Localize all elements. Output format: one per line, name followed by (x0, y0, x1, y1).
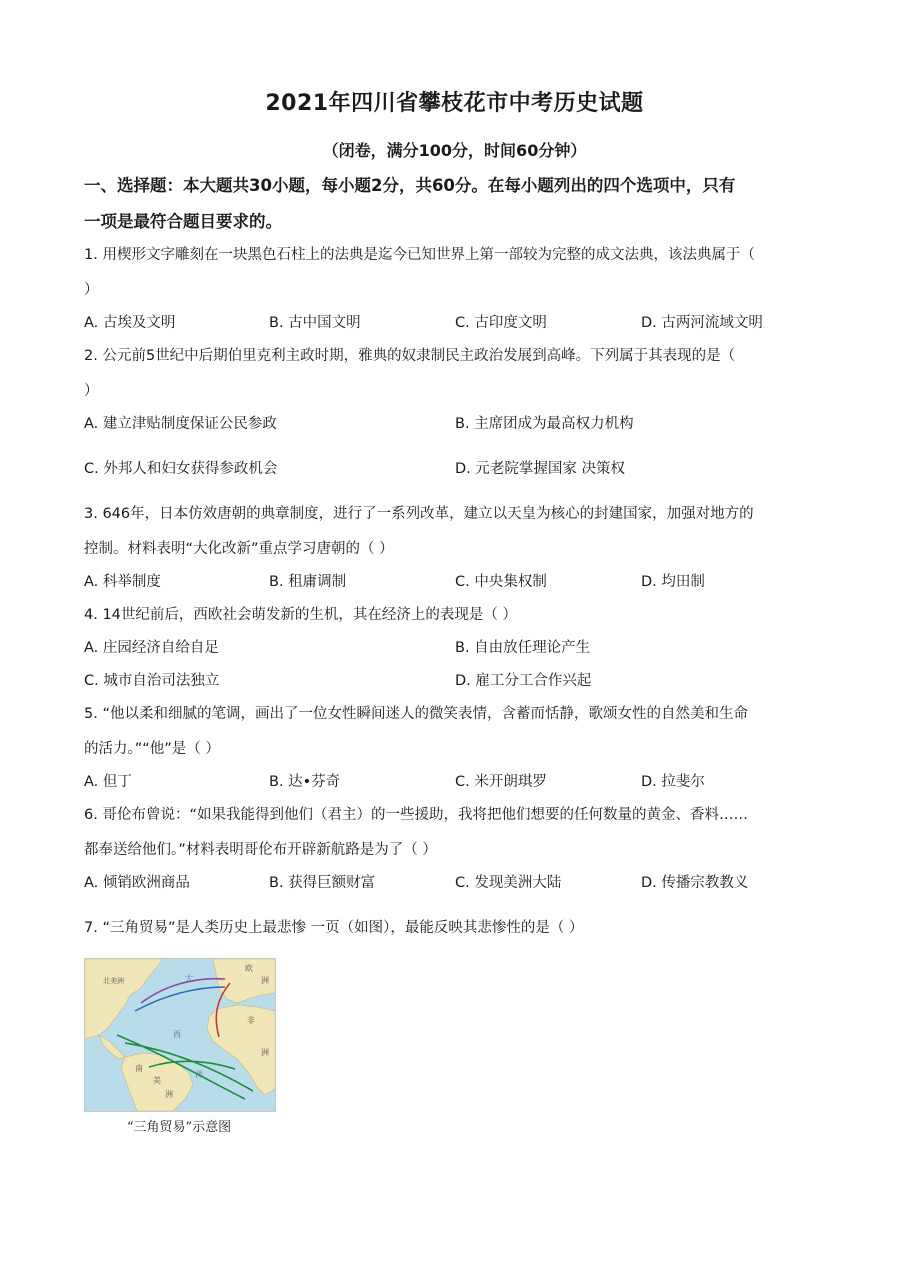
map-caption: “三角贸易”示意图 (126, 1120, 232, 1135)
question-5-option-a: A. 但丁 (84, 774, 132, 790)
question-4-option-a: A. 庄园经济自给自足 (84, 640, 219, 656)
question-2-line-2: ） (84, 383, 99, 399)
question-1-option-d: D. 古两河流域文明 (641, 315, 763, 331)
question-4-line-1: 4. 14世纪前后，西欧社会萌发新的生机，其在经济上的表现是（ ） (84, 607, 518, 623)
map-label-north-america: 北美洲 (103, 977, 124, 985)
question-5-option-b: B. 达•芬奇 (269, 774, 341, 790)
map-label-ocean-1: 大 (185, 974, 193, 983)
map-label-ocean-3: 洋 (195, 1070, 203, 1079)
question-1-option-b: B. 古中国文明 (269, 315, 361, 331)
question-7-line-1: 7. “三角贸易”是人类历史上最悲惨 一页（如图），最能反映其悲惨性的是（ ） (84, 920, 584, 936)
question-2-option-c: C. 外邦人和妇女获得参政机会 (84, 461, 278, 477)
question-1-line-1: 1. 用楔形文字雕刻在一块黑色石柱上的法典是迄今已知世界上第一部较为完整的成文法典，该法典属于（ (84, 247, 755, 263)
question-1-line-2: ） (84, 282, 99, 298)
question-5-line-1: 5. “他以柔和细腻的笔调，画出了一位女性瞬间迷人的微笑表情，含蓄而恬静，歌颂女性的自然美和生命 (84, 706, 748, 722)
question-6-option-d: D. 传播宗教教义 (641, 875, 749, 891)
question-3-line-1: 3. 646年，日本仿效唐朝的典章制度，进行了一系列改革，建立以天皇为核心的封建国家，加强对地方的 (84, 506, 754, 522)
question-6-option-b: B. 获得巨额财富 (269, 875, 376, 891)
question-4-option-b: B. 自由放任理论产生 (455, 640, 591, 656)
map-label-africa-1: 非 (247, 1016, 255, 1025)
question-5-option-c: C. 米开朗琪罗 (455, 774, 547, 790)
question-2-line-1: 2. 公元前5世纪中后期伯里克利主政时期，雅典的奴隶制民主政治发展到高峰。下列属于其表现的是（ (84, 348, 736, 364)
question-2-option-a: A. 建立津贴制度保证公民参政 (84, 416, 277, 432)
question-5-option-d: D. 拉斐尔 (641, 774, 705, 790)
section-heading-line-1: 一、选择题：本大题共30小题，每小题2分，共60分。在每小题列出的四个选项中，只有 (84, 176, 736, 195)
question-2-option-d: D. 元老院掌握国家 决策权 (455, 461, 625, 477)
triangle-trade-map-svg (85, 959, 275, 1111)
map-label-south-america-2: 美 (153, 1076, 161, 1085)
question-3-option-a: A. 科举制度 (84, 574, 161, 590)
map-label-south-america-3: 洲 (165, 1090, 173, 1099)
question-6-option-a: A. 倾销欧洲商品 (84, 875, 190, 891)
question-2-option-b: B. 主席团成为最高权力机构 (455, 416, 634, 432)
question-3-option-d: D. 均田制 (641, 574, 705, 590)
page-title: 2021年四川省攀枝花市中考历史试题 (265, 91, 644, 116)
question-5-line-2: 的活力。”“他”是（ ） (84, 741, 220, 757)
question-6-line-2: 都奉送给他们。”材料表明哥伦布开辟新航路是为了（ ） (84, 842, 437, 858)
question-3-option-c: C. 中央集权制 (455, 574, 547, 590)
question-6-line-1: 6. 哥伦布曾说：“如果我能得到他们（君主）的一些援助，我将把他们想要的任何数量的黄金、香料…… (84, 807, 748, 823)
question-1-option-c: C. 古印度文明 (455, 315, 547, 331)
question-4-option-c: C. 城市自治司法独立 (84, 673, 220, 689)
map-label-south-america-1: 南 (135, 1064, 143, 1073)
question-1-option-a: A. 古埃及文明 (84, 315, 176, 331)
section-heading-line-2: 一项是最符合题目要求的。 (84, 212, 282, 231)
map-label-europe-1: 欧 (245, 964, 253, 973)
question-3-option-b: B. 租庸调制 (269, 574, 347, 590)
map-label-ocean-2: 西 (173, 1030, 181, 1039)
map-label-africa-2: 洲 (261, 1048, 269, 1057)
question-6-option-c: C. 发现美洲大陆 (455, 875, 562, 891)
map-label-europe-2: 洲 (261, 976, 269, 985)
exam-subtitle: （闭卷，满分100分，时间60分钟） (322, 141, 587, 160)
question-4-option-d: D. 雇工分工合作兴起 (455, 673, 592, 689)
triangle-trade-map (84, 958, 276, 1112)
question-3-line-2: 控制。材料表明“大化改新”重点学习唐朝的（ ） (84, 541, 394, 557)
